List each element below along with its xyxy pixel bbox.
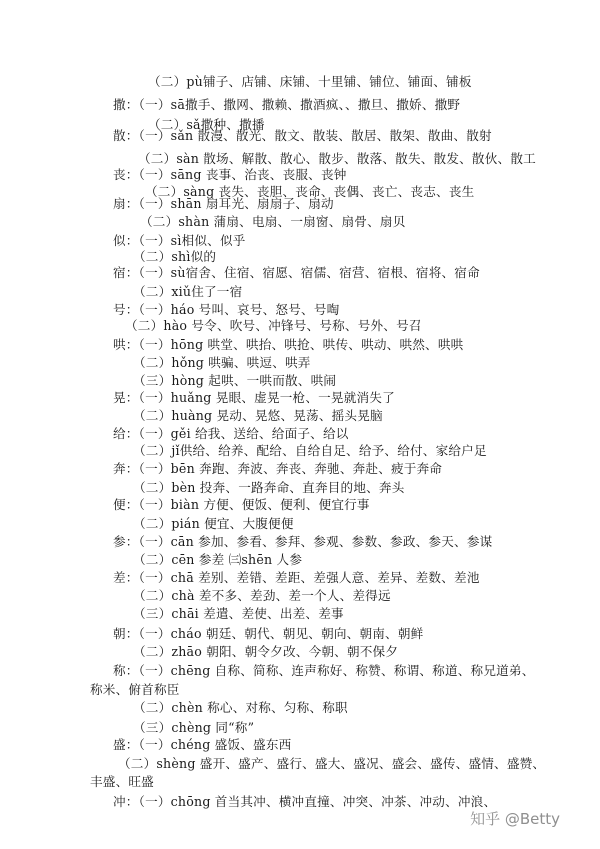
text-line: （三）hòng 起哄、一哄而散、哄闹 xyxy=(133,373,337,388)
text-line: （二）chèn 称心、对称、匀称、称职 xyxy=(133,700,348,715)
text-line: （二）xiǔ住了一宿 xyxy=(133,284,243,299)
text-line: 宿：（一）sù宿舍、住宿、宿愿、宿儒、宿营、宿根、宿将、宿命 xyxy=(113,265,480,280)
text-line: 丧：（一）sāng 丧事、治丧、丧服、丧钟 xyxy=(113,167,347,182)
text-line: 冲：（一）chōng 首当其冲、横冲直撞、冲突、冲茶、冲动、冲浪、 xyxy=(113,794,497,809)
text-line: 便：（一）biàn 方便、便饭、便利、便宜行事 xyxy=(113,497,370,512)
text-line: 盛：（一）chéng 盛饭、盛东西 xyxy=(113,737,292,752)
text-line: （二）pián 便宜、大腹便便 xyxy=(133,516,294,531)
text-line: 奔：（一）bēn 奔跑、奔波、奔丧、奔驰、奔赴、疲于奔命 xyxy=(113,461,443,476)
text-line: 丰盛、旺盛 xyxy=(90,774,154,789)
text-line: （二）sǎ撒种、撒播 xyxy=(148,117,265,132)
text-line: 称米、俯首称臣 xyxy=(90,682,180,697)
text-line: （三）chèng 同“称” xyxy=(133,720,255,735)
text-line: （二）shèng 盛开、盛产、盛行、盛大、盛况、盛会、盛传、盛情、盛赞、 xyxy=(118,756,546,771)
text-line: 散：（一）sǎn 散漫、散光、散文、散装、散居、散架、散曲、散射 xyxy=(113,128,492,143)
text-line: 哄：（一）hōng 哄堂、哄抬、哄抢、哄传、哄动、哄然、哄哄 xyxy=(113,337,464,352)
text-line: 朝：（一）cháo 朝廷、朝代、朝见、朝向、朝南、朝鲜 xyxy=(113,626,424,641)
text-line: （二）cēn 参差 ㈢shēn 人参 xyxy=(133,552,303,567)
text-line: 似：（一）sì相似、似乎 xyxy=(113,233,246,248)
text-line: （二）zhāo 朝阳、朝令夕改、今朝、朝不保夕 xyxy=(133,644,399,659)
text-line: 扇：（一）shān 扇耳光、扇扇子、扇动 xyxy=(113,196,334,211)
text-line: 给：（一）gěi 给我、送给、给面子、给以 xyxy=(113,426,349,441)
text-line: （二）hǒng 哄骗、哄逗、哄弄 xyxy=(133,355,311,370)
text-line: （二）sàng 丧失、丧胆、丧命、丧偶、丧亡、丧志、丧生 xyxy=(145,184,475,199)
text-line: （三）chāi 差遣、差使、出差、差事 xyxy=(133,606,344,621)
text-line: 称：（一）chēng 自称、简称、连声称好、称赞、称谓、称道、称兄道弟、 xyxy=(113,663,535,678)
text-line: 参：（一）cān 参加、参看、参拜、参观、参数、参政、参天、参谋 xyxy=(113,534,493,549)
text-line: 晃：（一）huǎng 晃眼、虚晃一枪、一晃就消失了 xyxy=(113,390,395,405)
text-line: 号：（一）háo 号叫、哀号、怒号、号啕 xyxy=(113,302,340,317)
text-line: 差：（一）chā 差别、差错、差距、差强人意、差异、差数、差池 xyxy=(113,570,480,585)
text-line: （二）bèn 投奔、一路奔命、直奔目的地、奔头 xyxy=(133,480,405,495)
text-line: （二）jǐ供给、给养、配给、自给自足、给予、给付、家给户足 xyxy=(133,443,487,458)
text-line: （二）pù铺子、店铺、床铺、十里铺、铺位、铺面、铺板 xyxy=(148,74,472,89)
text-line: （二）huàng 晃动、晃悠、晃荡、摇头晃脑 xyxy=(133,408,383,423)
text-line: （二）chà 差不多、差劲、差一个人、差得远 xyxy=(133,588,391,603)
text-line: （二）hào 号令、吹号、冲锋号、号称、号外、号召 xyxy=(125,318,422,333)
text-line: （二）shì似的 xyxy=(133,249,217,264)
text-line: （二）sàn 散场、解散、散心、散步、散落、散失、散发、散伙、散工 xyxy=(138,151,536,166)
text-line: （二）shàn 蒲扇、电扇、一扇窗、扇骨、扇贝 xyxy=(140,214,406,229)
watermark: 知乎 @Betty xyxy=(470,810,560,828)
text-line: 撒：（一）sā撒手、撒网、撒赖、撒酒疯、、撒旦、撒娇、撒野 xyxy=(113,97,461,112)
